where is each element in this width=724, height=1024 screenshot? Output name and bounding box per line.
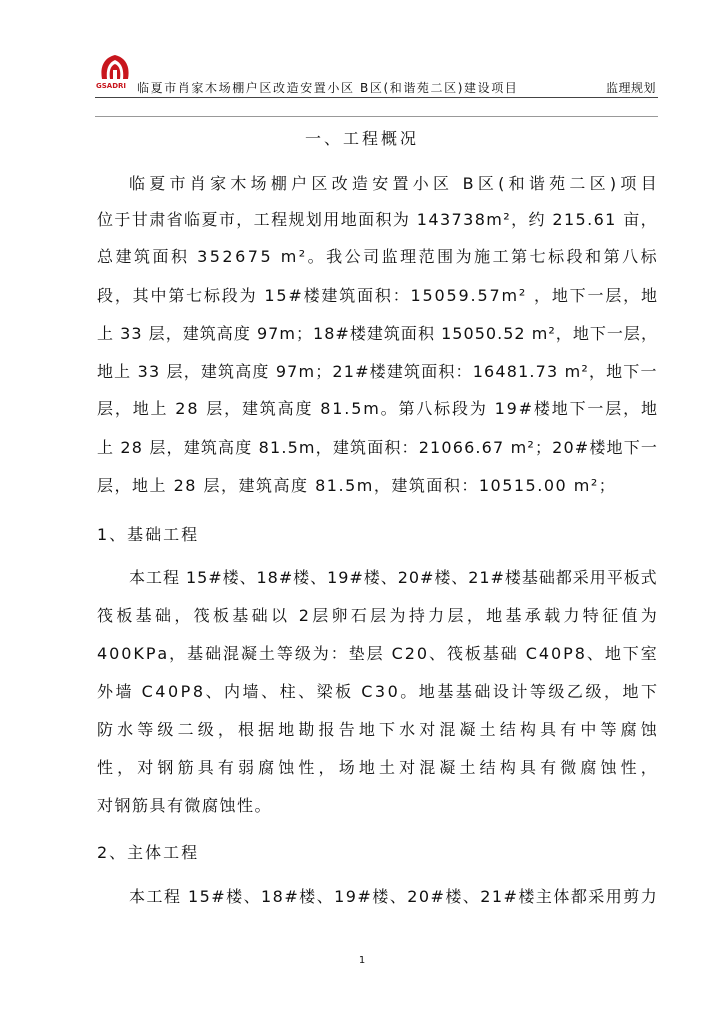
paragraph-line: 对钢筋具有微腐蚀性。 <box>97 796 273 815</box>
page-header <box>95 52 658 96</box>
paragraph-line: 总 建 筑 面 积 3 5 2 6 7 5 m ² 。 我 公 司 监 理 范 围 为 施 工 第 七 标 段 和 第 八 标 <box>97 247 657 266</box>
paragraph-line: 层，地上 28 层，建筑高度 81.5m，建筑面积：10515.00 m²； <box>97 476 617 495</box>
header-doc-type: 监理规划 <box>605 81 656 95</box>
paragraph-line: 性 ， 对 钢 筋 具 有 弱 腐 蚀 性 ， 场 地 土 对 混 凝 土 结 构 具 有 微 腐 蚀 性 ， <box>97 758 657 777</box>
paragraph-line: 本 工 程 1 5 # 楼 、 1 8 # 楼 、 1 9 # 楼 、 2 0 # 楼 、 2 1 # 楼 主 体 都 采 用 剪 力 <box>129 887 657 906</box>
paragraph-line: 层 ， 地 上 2 8 层 ， 建 筑 高 度 8 1 . 5 m 。 第 八 标 段 为 1 9 # 楼 地 下 一 层 ， 地 <box>97 399 657 418</box>
page-number: 1 <box>358 955 366 966</box>
paragraph-line: 段 ， 其 中 第 七 标 段 为 1 5 # 楼 建 筑 面 积 ： 1 5 0 5 9 . 5 7 m ² ， 地 下 一 层 ， 地 <box>97 286 657 305</box>
logo-text: GSADRI <box>96 82 127 90</box>
subsection-heading-foundation: 1、基础工程 <box>97 525 200 544</box>
header-divider <box>95 97 658 98</box>
paragraph-line: 防 水 等 级 二 级 ， 根 据 地 勘 报 告 地 下 水 对 混 凝 土 结 构 具 有 中 等 腐 蚀 <box>97 720 657 739</box>
paragraph-line: 上 2 8 层 ， 建 筑 高 度 8 1 . 5 m ， 建 筑 面 积 ： 2 1 0 6 6 . 6 7 m ² ； 2 0 # 楼 地 下 一 <box>97 438 657 457</box>
paragraph-line: 本 工 程 1 5 # 楼 、 1 8 # 楼 、 1 9 # 楼 、 2 0 # 楼 、 2 1 # 楼 基 础 都 采 用 平 板 式 <box>129 568 657 587</box>
paragraph-line: 筏 板 基 础 ， 筏 板 基 础 以 2 层 卵 石 层 为 持 力 层 ， 地 基 承 载 力 特 征 值 为 <box>97 606 657 625</box>
paragraph-line: 上 3 3 层 ， 建 筑 高 度 9 7 m ； 1 8 # 楼 建 筑 面 积 1 5 0 5 0 . 5 2 m ² ， 地 下 一 层 ， <box>97 324 657 343</box>
paragraph-line: 临 夏 市 肖 家 木 场 棚 户 区 改 造 安 置 小 区 B 区 ( 和 谐 苑 二 区 ) 项 目 <box>129 174 657 193</box>
section-title: 一、工程概况 <box>304 129 419 148</box>
header-project-title: 临夏市肖家木场棚户区改造安置小区 B区(和谐苑二区)建设项目 <box>137 81 519 95</box>
header-divider-lower <box>95 116 658 117</box>
paragraph-line: 位 于 甘 肃 省 临 夏 市 ， 工 程 规 划 用 地 面 积 为 1 4 3 7 3 8 m ² ， 约 2 1 5 . 6 1 亩 ， <box>97 210 657 229</box>
paragraph-line: 4 0 0 K P a ， 基 础 混 凝 土 等 级 为 ： 垫 层 C 2 0 、 筏 板 基 础 C 4 0 P 8 、 地 下 室 <box>97 644 657 663</box>
paragraph-line: 外 墙 C 4 0 P 8 、 内 墙 、 柱 、 梁 板 C 3 0 。 地 基 基 础 设 计 等 级 乙 级 ， 地 下 <box>97 682 657 701</box>
paragraph-line: 地 上 3 3 层 ， 建 筑 高 度 9 7 m ； 2 1 # 楼 建 筑 面 积 ： 1 6 4 8 1 . 7 3 m ² ， 地 下 一 <box>97 362 657 381</box>
subsection-heading-main-structure: 2、主体工程 <box>97 843 200 862</box>
